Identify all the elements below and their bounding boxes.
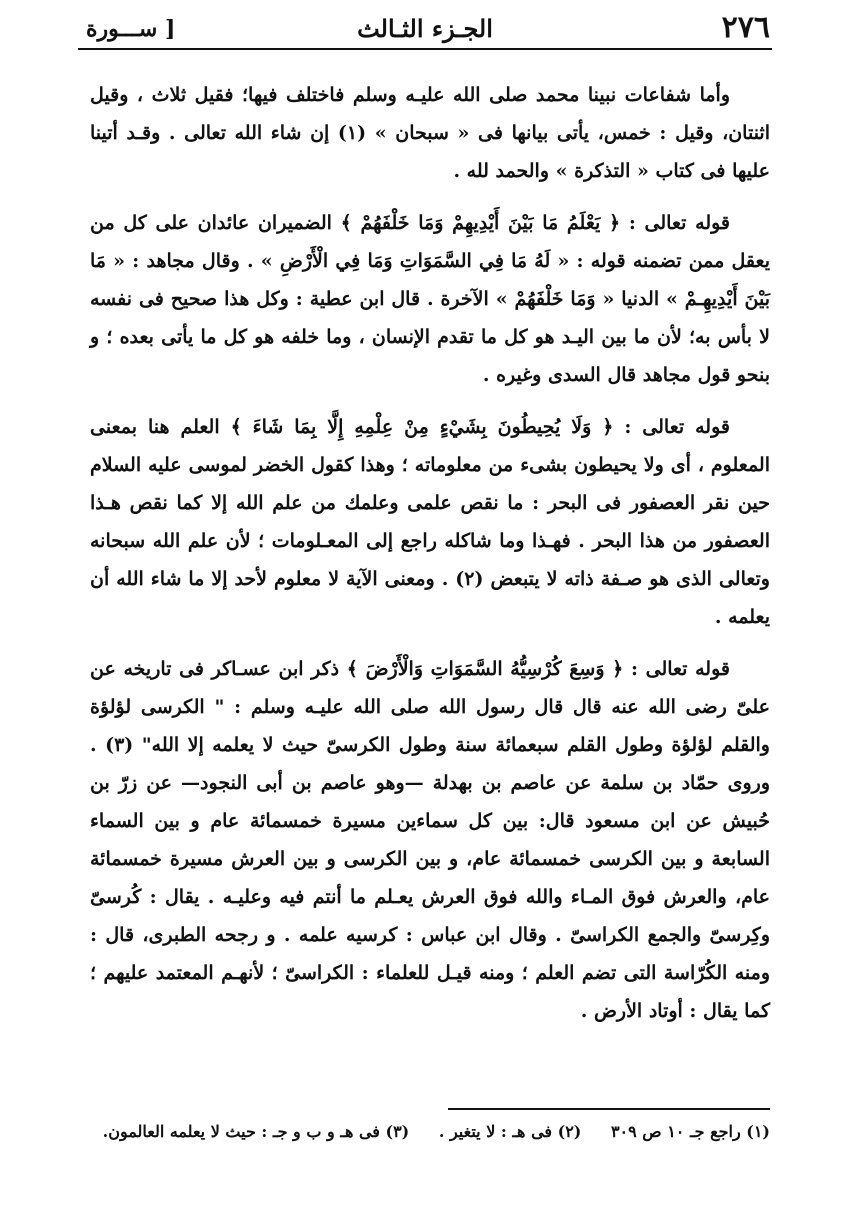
- footnote-rule: [448, 1108, 770, 1110]
- paragraph-knowledge: قوله تعالى : ﴿ يَعْلَمُ مَا بَيْنَ أَيْدِيهِمْ وَمَا خَلْفَهُمْ ﴾ الضميران عائدان على كل من يعقل ممن تضمنه قوله : « لَهُ مَا فِي السَّمَوَاتِ وَمَا فِي الْأَرْضِ » . وقال مجاهد : « مَا بَيْنَ أَيْدِيهِـمْ » الدنيا « وَمَا خَلْفَهُمْ » الآخرة . قال ابن عطية : وكل هذا صحيح فى نفسه لا بأس به؛ لأن ما بين اليـد هو كل ما تقدم الإنسان ، وما خلفه هو كل ما يأتى بعده ؛ و بنحو قول مجاهد قال السدى وغيره .: [90, 212, 770, 386]
- surah-label: [ ســـورة: [86, 16, 176, 42]
- page-header: [80, 10, 770, 50]
- footnote-3: (٣) فى هـ و ب و جـ : حيث لا يعلمه العالمون.: [102, 1122, 410, 1141]
- footnotes: [90, 1118, 770, 1146]
- paragraph-intercession: وأما شفاعات نبينا محمد صلى الله عليـه وسلم فاختلف فيها؛ فقيل ثلاث ، وقيل اثنتان، وقيل : خمس، يأتى بيانها فى « سبحان » (١) إن شاء الله تعالى . وقـد أتينا عليها فى كتاب « التذكرة » والحمد لله .: [90, 84, 770, 182]
- page-number: ٢٧٦: [721, 10, 770, 45]
- footnote-2: (٢) فى هـ : لا يتغير .: [438, 1122, 582, 1141]
- running-title: الجـزء الثـالث: [357, 14, 493, 43]
- footnote-1: (١) راجع جـ ١٠ ص ٣٠٩: [610, 1122, 770, 1141]
- body-text: [90, 76, 770, 1044]
- header-rule: [78, 48, 772, 50]
- paragraph-encompass: قوله تعالى : ﴿ وَلَا يُحِيطُونَ بِشَيْءٍ مِنْ عِلْمِهِ إِلَّا بِمَا شَاءَ ﴾ العلم هنا بمعنى المعلوم ، أى ولا يحيطون بشىء من معلوماته ؛ وهذا كقول الخضر لموسى عليه السلام حين نقر العصفور فى البحر : ما نقص علمى وعلمك من علم الله إلا كما نقص هـذا العصفور من هذا البحر . فهـذا وما شاكله راجع إلى المعـلومات ؛ لأن علم الله سبحانه وتعالى الذى هو صـفة ذاته لا يتبعض (٢) . ومعنى الآية لا معلوم لأحد إلا ما شاء الله أن يعلمه .: [90, 416, 770, 628]
- paragraph-kursi: قوله تعالى : ﴿ وَسِعَ كُرْسِيُّهُ السَّمَوَاتِ وَالْأَرْضَ ﴾ ذكر ابن عسـاكر فى تاريخه عن علىّ رضى الله عنه قال قال رسول الله صلى الله عليـه وسلم : " الكرسى لؤلؤة والقلم لؤلؤة وطول القلم سبعمائة سنة وطول الكرسىّ حيث لا يعلمه إلا الله" (٣) . وروى حمّاد بن سلمة عن عاصم بن بهدلة —وهو عاصم بن أبى النجود— عن زرّ بن حُبيش عن ابن مسعود قال: بين كل سماءين مسيرة خمسمائة عام و بين السماء السابعة و بين الكرسى خمسمائة عام، و بين الكرسى و بين العرش مسيرة خمسمائة عام، والعرش فوق المـاء والله فوق العرش يعـلم ما أنتم فيه وعليـه . يقال : كُرسىّ وكِرسىّ والجمع الكراسىّ . وقال ابن عباس : كرسيه علمه . و رجحه الطبرى، قال : ومنه الكُرّاسة التى تضم العلم ؛ ومنه قيـل للعلماء : الكراسىّ ؛ لأنهـم المعتمد عليهم ؛ كما يقال : أوتاد الأرض .: [90, 658, 770, 1022]
